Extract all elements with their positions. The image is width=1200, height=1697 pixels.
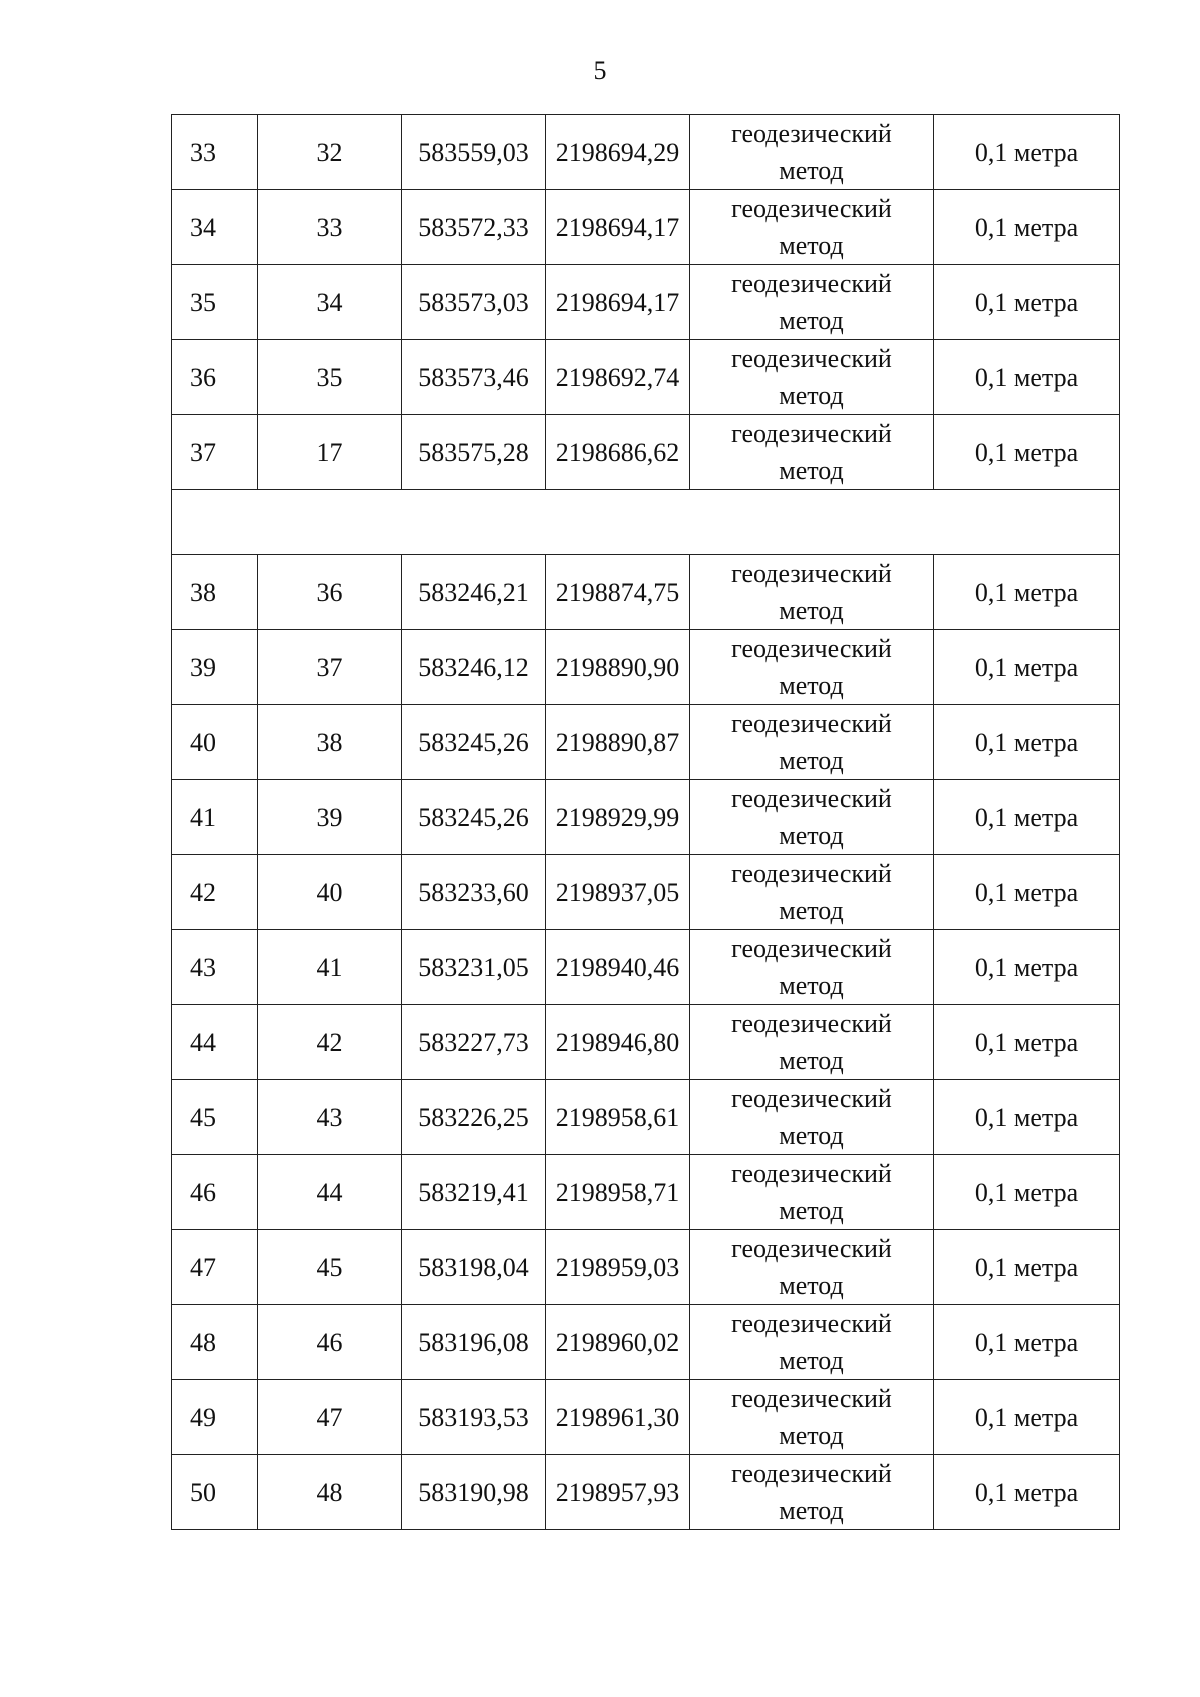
method-line-1: геодезический bbox=[731, 269, 892, 298]
accuracy-cell bbox=[934, 1230, 1120, 1305]
method-line-2: метод bbox=[779, 1421, 844, 1450]
x-coordinate: 583573,46 bbox=[418, 362, 529, 392]
accuracy-cell bbox=[934, 555, 1120, 630]
point-number: 17 bbox=[316, 437, 343, 467]
point-number: 41 bbox=[316, 952, 343, 982]
row-number-cell bbox=[172, 1380, 258, 1455]
point-number: 46 bbox=[316, 1327, 343, 1357]
accuracy: 0,1 метра bbox=[974, 1402, 1079, 1432]
accuracy: 0,1 метра bbox=[974, 577, 1079, 607]
x-coordinate: 583559,03 bbox=[418, 137, 529, 167]
accuracy-cell bbox=[934, 415, 1120, 490]
y-coordinate-cell bbox=[546, 780, 690, 855]
row-number: 43 bbox=[190, 952, 216, 982]
accuracy: 0,1 метра bbox=[974, 802, 1079, 832]
table-row bbox=[172, 555, 1120, 630]
x-coordinate: 583231,05 bbox=[418, 952, 529, 982]
accuracy: 0,1 метра bbox=[974, 437, 1079, 467]
method-line-2: метод bbox=[779, 671, 844, 700]
row-number-cell bbox=[172, 1080, 258, 1155]
method-cell bbox=[690, 115, 934, 190]
table-row bbox=[172, 1455, 1120, 1530]
method-line-2: метод bbox=[779, 971, 844, 1000]
row-number-cell bbox=[172, 630, 258, 705]
point-number: 38 bbox=[316, 727, 343, 757]
table-row bbox=[172, 1305, 1120, 1380]
method-line-1: геодезический bbox=[731, 709, 892, 738]
table-row bbox=[172, 855, 1120, 930]
row-number-cell bbox=[172, 555, 258, 630]
y-coordinate-cell bbox=[546, 1305, 690, 1380]
x-coordinate-cell bbox=[402, 1305, 546, 1380]
method-cell bbox=[690, 855, 934, 930]
method-line-1: геодезический bbox=[731, 1234, 892, 1263]
method-line-1: геодезический bbox=[731, 344, 892, 373]
row-number: 46 bbox=[190, 1177, 216, 1207]
y-coordinate: 2198929,99 bbox=[555, 802, 680, 832]
x-coordinate-cell bbox=[402, 415, 546, 490]
method-cell bbox=[690, 930, 934, 1005]
row-number-cell bbox=[172, 780, 258, 855]
x-coordinate: 583245,26 bbox=[418, 802, 529, 832]
y-coordinate: 2198890,90 bbox=[555, 652, 680, 682]
row-number-cell bbox=[172, 705, 258, 780]
accuracy-cell bbox=[934, 1155, 1120, 1230]
accuracy: 0,1 метра bbox=[974, 727, 1079, 757]
method-line-2: метод bbox=[779, 746, 844, 775]
method-line-2: метод bbox=[779, 1196, 844, 1225]
table-row bbox=[172, 415, 1120, 490]
method-cell bbox=[690, 555, 934, 630]
accuracy: 0,1 метра bbox=[974, 1327, 1079, 1357]
y-coordinate-cell bbox=[546, 555, 690, 630]
method-line-2: метод bbox=[779, 156, 844, 185]
row-number-cell bbox=[172, 340, 258, 415]
point-number: 32 bbox=[316, 137, 343, 167]
method-line-2: метод bbox=[779, 1121, 844, 1150]
point-number: 33 bbox=[316, 212, 343, 242]
row-number: 47 bbox=[190, 1252, 216, 1282]
y-coordinate: 2198874,75 bbox=[555, 577, 680, 607]
point-number: 45 bbox=[316, 1252, 343, 1282]
method-line-2: метод bbox=[779, 596, 844, 625]
method-line-1: геодезический bbox=[731, 1309, 892, 1338]
separator-cell bbox=[172, 490, 1120, 555]
y-coordinate-cell bbox=[546, 1230, 690, 1305]
table-group-2 bbox=[172, 555, 1120, 1530]
x-coordinate: 583233,60 bbox=[418, 877, 529, 907]
row-number-cell bbox=[172, 1155, 258, 1230]
table-row bbox=[172, 1230, 1120, 1305]
x-coordinate-cell bbox=[402, 1155, 546, 1230]
row-number: 40 bbox=[190, 727, 216, 757]
point-number-cell bbox=[258, 930, 402, 1005]
y-coordinate: 2198940,46 bbox=[555, 952, 680, 982]
point-number-cell bbox=[258, 415, 402, 490]
method-line-2: метод bbox=[779, 456, 844, 485]
point-number: 48 bbox=[316, 1477, 343, 1507]
row-number: 35 bbox=[190, 287, 216, 317]
accuracy-cell bbox=[934, 1305, 1120, 1380]
accuracy-cell bbox=[934, 1455, 1120, 1530]
row-number-cell bbox=[172, 1455, 258, 1530]
row-number: 39 bbox=[190, 652, 216, 682]
table-row bbox=[172, 115, 1120, 190]
point-number: 35 bbox=[316, 362, 343, 392]
row-number: 33 bbox=[190, 137, 216, 167]
accuracy-cell bbox=[934, 855, 1120, 930]
y-coordinate-cell bbox=[546, 705, 690, 780]
method-cell bbox=[690, 1380, 934, 1455]
row-number-cell bbox=[172, 1305, 258, 1380]
x-coordinate-cell bbox=[402, 265, 546, 340]
method-line-2: метод bbox=[779, 1346, 844, 1375]
point-number-cell bbox=[258, 555, 402, 630]
method-cell bbox=[690, 1005, 934, 1080]
method-cell bbox=[690, 415, 934, 490]
table-row bbox=[172, 705, 1120, 780]
y-coordinate: 2198946,80 bbox=[555, 1027, 680, 1057]
x-coordinate-cell bbox=[402, 855, 546, 930]
accuracy-cell bbox=[934, 115, 1120, 190]
row-number-cell bbox=[172, 190, 258, 265]
accuracy: 0,1 метра bbox=[974, 877, 1079, 907]
x-coordinate: 583246,12 bbox=[418, 652, 529, 682]
y-coordinate-cell bbox=[546, 1155, 690, 1230]
x-coordinate: 583572,33 bbox=[418, 212, 529, 242]
method-line-2: метод bbox=[779, 231, 844, 260]
accuracy-cell bbox=[934, 190, 1120, 265]
row-number: 49 bbox=[190, 1402, 216, 1432]
method-line-2: метод bbox=[779, 1496, 844, 1525]
method-cell bbox=[690, 1155, 934, 1230]
row-number-cell bbox=[172, 115, 258, 190]
method-line-1: геодезический bbox=[731, 419, 892, 448]
x-coordinate-cell bbox=[402, 340, 546, 415]
x-coordinate-cell bbox=[402, 1455, 546, 1530]
accuracy: 0,1 метра bbox=[974, 952, 1079, 982]
method-cell bbox=[690, 1230, 934, 1305]
method-line-1: геодезический bbox=[731, 194, 892, 223]
row-number: 34 bbox=[190, 212, 216, 242]
method-cell bbox=[690, 780, 934, 855]
x-coordinate: 583573,03 bbox=[418, 287, 529, 317]
point-number: 37 bbox=[316, 652, 343, 682]
row-number: 44 bbox=[190, 1027, 216, 1057]
x-coordinate: 583575,28 bbox=[418, 437, 529, 467]
y-coordinate-cell bbox=[546, 190, 690, 265]
accuracy-cell bbox=[934, 1080, 1120, 1155]
point-number: 47 bbox=[316, 1402, 343, 1432]
point-number-cell bbox=[258, 780, 402, 855]
y-coordinate-cell bbox=[546, 1455, 690, 1530]
method-line-2: метод bbox=[779, 381, 844, 410]
table-row bbox=[172, 780, 1120, 855]
point-number: 40 bbox=[316, 877, 343, 907]
point-number-cell bbox=[258, 265, 402, 340]
y-coordinate-cell bbox=[546, 340, 690, 415]
point-number: 36 bbox=[316, 577, 343, 607]
accuracy-cell bbox=[934, 930, 1120, 1005]
method-cell bbox=[690, 630, 934, 705]
y-coordinate: 2198692,74 bbox=[555, 362, 680, 392]
y-coordinate: 2198937,05 bbox=[555, 877, 680, 907]
x-coordinate: 583246,21 bbox=[418, 577, 529, 607]
point-number-cell bbox=[258, 1155, 402, 1230]
point-number: 39 bbox=[316, 802, 343, 832]
x-coordinate-cell bbox=[402, 1005, 546, 1080]
y-coordinate-cell bbox=[546, 855, 690, 930]
x-coordinate-cell bbox=[402, 630, 546, 705]
y-coordinate-cell bbox=[546, 265, 690, 340]
point-number-cell bbox=[258, 340, 402, 415]
method-line-1: геодезический bbox=[731, 859, 892, 888]
y-coordinate-cell bbox=[546, 630, 690, 705]
x-coordinate-cell bbox=[402, 1080, 546, 1155]
point-number: 43 bbox=[316, 1102, 343, 1132]
accuracy: 0,1 метра bbox=[974, 652, 1079, 682]
method-line-2: метод bbox=[779, 896, 844, 925]
row-number: 45 bbox=[190, 1102, 216, 1132]
row-number: 38 bbox=[190, 577, 216, 607]
method-cell bbox=[690, 265, 934, 340]
y-coordinate: 2198958,71 bbox=[555, 1177, 680, 1207]
method-cell bbox=[690, 1305, 934, 1380]
x-coordinate-cell bbox=[402, 780, 546, 855]
accuracy: 0,1 метра bbox=[974, 1252, 1079, 1282]
method-line-1: геодезический bbox=[731, 784, 892, 813]
table-row bbox=[172, 265, 1120, 340]
y-coordinate-cell bbox=[546, 930, 690, 1005]
x-coordinate-cell bbox=[402, 190, 546, 265]
point-number: 44 bbox=[316, 1177, 343, 1207]
x-coordinate: 583226,25 bbox=[418, 1102, 529, 1132]
x-coordinate: 583219,41 bbox=[418, 1177, 529, 1207]
point-number-cell bbox=[258, 1455, 402, 1530]
x-coordinate: 583227,73 bbox=[418, 1027, 529, 1057]
accuracy-cell bbox=[934, 630, 1120, 705]
accuracy: 0,1 метра bbox=[974, 1177, 1079, 1207]
method-line-2: метод bbox=[779, 306, 844, 335]
accuracy: 0,1 метра bbox=[974, 137, 1079, 167]
method-line-2: метод bbox=[779, 1271, 844, 1300]
row-number: 50 bbox=[190, 1477, 216, 1507]
method-line-1: геодезический bbox=[731, 559, 892, 588]
method-line-1: геодезический bbox=[731, 1159, 892, 1188]
table-row bbox=[172, 1155, 1120, 1230]
point-number-cell bbox=[258, 1380, 402, 1455]
point-number: 34 bbox=[316, 287, 343, 317]
x-coordinate: 583190,98 bbox=[418, 1477, 529, 1507]
accuracy: 0,1 метра bbox=[974, 362, 1079, 392]
accuracy-cell bbox=[934, 340, 1120, 415]
method-line-2: метод bbox=[779, 821, 844, 850]
row-number: 41 bbox=[190, 802, 216, 832]
x-coordinate-cell bbox=[402, 705, 546, 780]
x-coordinate-cell bbox=[402, 930, 546, 1005]
table-row bbox=[172, 630, 1120, 705]
point-number-cell bbox=[258, 1230, 402, 1305]
row-number-cell bbox=[172, 855, 258, 930]
y-coordinate: 2198686,62 bbox=[555, 437, 680, 467]
table-row bbox=[172, 1005, 1120, 1080]
method-line-1: геодезический bbox=[731, 934, 892, 963]
table-row bbox=[172, 190, 1120, 265]
table-row bbox=[172, 340, 1120, 415]
x-coordinate: 583198,04 bbox=[418, 1252, 529, 1282]
accuracy: 0,1 метра bbox=[974, 1102, 1079, 1132]
method-cell bbox=[690, 1080, 934, 1155]
method-line-2: метод bbox=[779, 1046, 844, 1075]
y-coordinate-cell bbox=[546, 1005, 690, 1080]
y-coordinate-cell bbox=[546, 415, 690, 490]
point-number-cell bbox=[258, 115, 402, 190]
table-row bbox=[172, 1080, 1120, 1155]
accuracy-cell bbox=[934, 265, 1120, 340]
method-line-1: геодезический bbox=[731, 1384, 892, 1413]
method-cell bbox=[690, 340, 934, 415]
row-number-cell bbox=[172, 415, 258, 490]
row-number: 36 bbox=[190, 362, 216, 392]
point-number-cell bbox=[258, 630, 402, 705]
method-line-1: геодезический bbox=[731, 634, 892, 663]
y-coordinate: 2198959,03 bbox=[555, 1252, 680, 1282]
accuracy: 0,1 метра bbox=[974, 287, 1079, 317]
y-coordinate: 2198694,17 bbox=[555, 212, 680, 242]
separator-row bbox=[172, 490, 1120, 555]
method-line-1: геодезический bbox=[731, 1009, 892, 1038]
x-coordinate: 583196,08 bbox=[418, 1327, 529, 1357]
x-coordinate-cell bbox=[402, 115, 546, 190]
point-number-cell bbox=[258, 1080, 402, 1155]
method-line-1: геодезический bbox=[731, 119, 892, 148]
x-coordinate-cell bbox=[402, 1230, 546, 1305]
method-cell bbox=[690, 1455, 934, 1530]
table-separator bbox=[172, 490, 1120, 555]
table-row bbox=[172, 930, 1120, 1005]
row-number-cell bbox=[172, 930, 258, 1005]
point-number-cell bbox=[258, 1305, 402, 1380]
y-coordinate: 2198961,30 bbox=[555, 1402, 680, 1432]
accuracy-cell bbox=[934, 780, 1120, 855]
y-coordinate-cell bbox=[546, 1080, 690, 1155]
row-number-cell bbox=[172, 1005, 258, 1080]
y-coordinate-cell bbox=[546, 115, 690, 190]
row-number: 42 bbox=[190, 877, 216, 907]
accuracy: 0,1 метра bbox=[974, 1477, 1079, 1507]
point-number-cell bbox=[258, 855, 402, 930]
x-coordinate: 583245,26 bbox=[418, 727, 529, 757]
y-coordinate: 2198957,93 bbox=[555, 1477, 680, 1507]
row-number-cell bbox=[172, 265, 258, 340]
point-number-cell bbox=[258, 190, 402, 265]
method-cell bbox=[690, 190, 934, 265]
x-coordinate-cell bbox=[402, 1380, 546, 1455]
table-row bbox=[172, 1380, 1120, 1455]
y-coordinate: 2198960,02 bbox=[555, 1327, 680, 1357]
row-number-cell bbox=[172, 1230, 258, 1305]
accuracy-cell bbox=[934, 705, 1120, 780]
row-number: 48 bbox=[190, 1327, 216, 1357]
y-coordinate: 2198958,61 bbox=[555, 1102, 680, 1132]
y-coordinate-cell bbox=[546, 1380, 690, 1455]
page-number: 5 bbox=[593, 56, 607, 85]
table-group-1 bbox=[172, 115, 1120, 490]
point-number-cell bbox=[258, 705, 402, 780]
method-line-1: геодезический bbox=[731, 1459, 892, 1488]
accuracy-cell bbox=[934, 1380, 1120, 1455]
row-number: 37 bbox=[190, 437, 216, 467]
x-coordinate-cell bbox=[402, 555, 546, 630]
method-line-1: геодезический bbox=[731, 1084, 892, 1113]
method-cell bbox=[690, 705, 934, 780]
y-coordinate: 2198890,87 bbox=[555, 727, 680, 757]
y-coordinate: 2198694,29 bbox=[555, 137, 680, 167]
point-number: 42 bbox=[316, 1027, 343, 1057]
accuracy: 0,1 метра bbox=[974, 1027, 1079, 1057]
y-coordinate: 2198694,17 bbox=[555, 287, 680, 317]
coordinates-table bbox=[171, 114, 1120, 1530]
accuracy: 0,1 метра bbox=[974, 212, 1079, 242]
accuracy-cell bbox=[934, 1005, 1120, 1080]
point-number-cell bbox=[258, 1005, 402, 1080]
x-coordinate: 583193,53 bbox=[418, 1402, 529, 1432]
